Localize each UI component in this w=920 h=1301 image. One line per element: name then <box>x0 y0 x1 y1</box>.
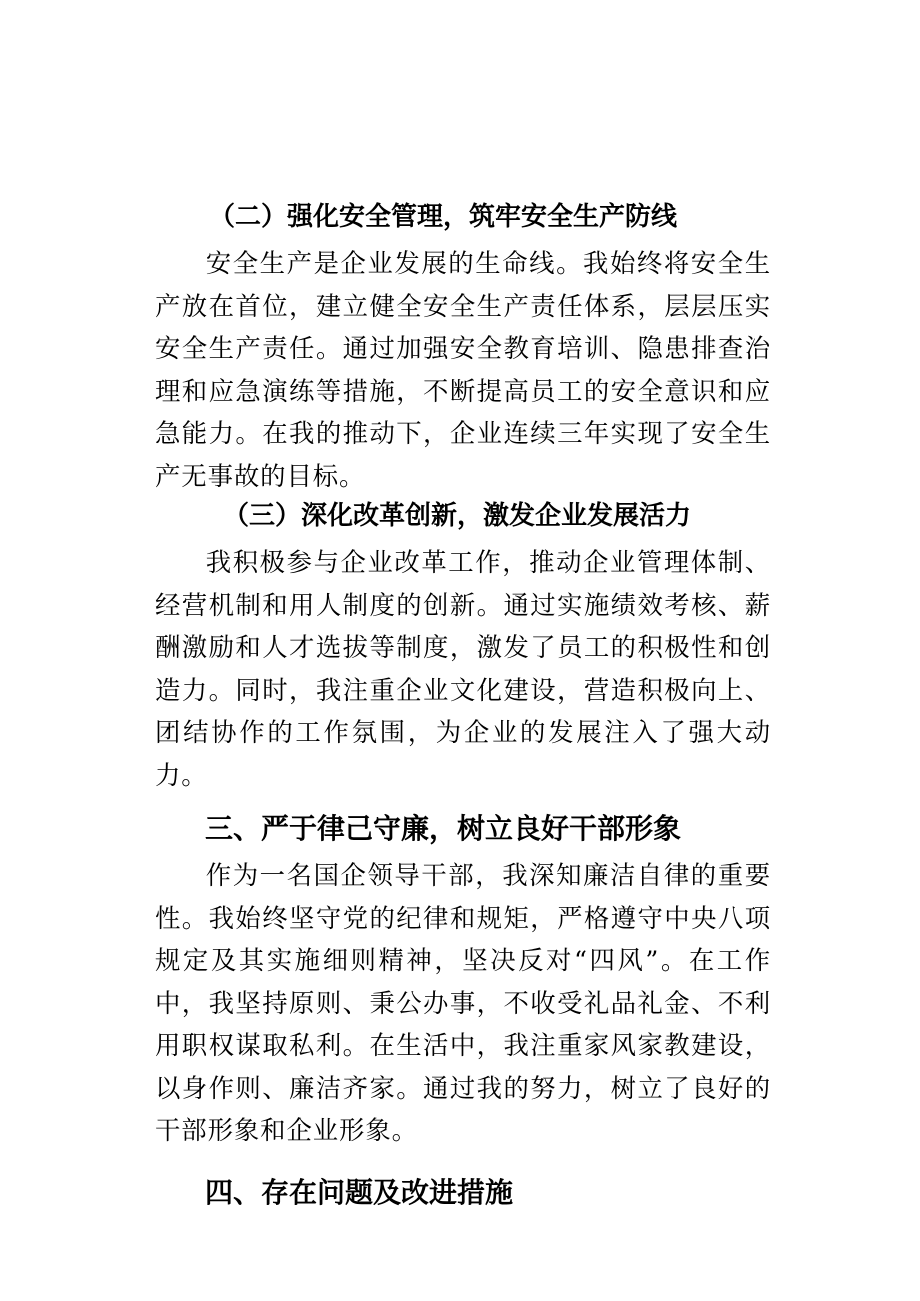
paragraph-safety: 安全生产是企业发展的生命线。我始终将安全生产放在首位，建立健全安全生产责任体系，层层压实安全生产责任。通过加强安全教育培训、隐患排查治理和应急演练等措施，不断提高员工的安全意识和应急能力。在我的推动下，企业连续三年实现了安全生产无事故的目标。 <box>155 248 771 491</box>
spacer <box>155 796 771 810</box>
paragraph-integrity: 作为一名国企领导干部，我深知廉洁自律的重要性。我始终坚守党的纪律和规矩，严格遵守中央八项规定及其实施细则精神，坚决反对“四风”。在工作中，我坚持原则、秉公办事，不收受礼品礼金、不利用职权谋取私利。在生活中，我注重家风家教建设，以身作则、廉洁齐家。通过我的努力，树立了良好的干部形象和企业形象。 <box>155 860 771 1145</box>
section-heading-problems: 四、存在问题及改进措施 <box>205 1175 514 1209</box>
document-body <box>155 198 771 1212</box>
section-heading-safety: （二）强化安全管理，筑牢安全生产防线 <box>209 202 678 232</box>
section-heading-reform: （三）深化改革创新，激发企业发展活力 <box>223 501 692 531</box>
paragraph-reform: 我积极参与企业改革工作，推动企业管理体制、经营机制和用人制度的创新。通过实施绩效考核、薪酬激励和人才选拔等制度，激发了员工的积极性和创造力。同时，我注重企业文化建设，营造积极向上、团结协作的工作氛围，为企业的发展注入了强大动力。 <box>155 547 771 790</box>
section-heading-integrity: 三、严于律己守廉，树立良好干部形象 <box>205 812 682 845</box>
spacer <box>155 1152 771 1174</box>
